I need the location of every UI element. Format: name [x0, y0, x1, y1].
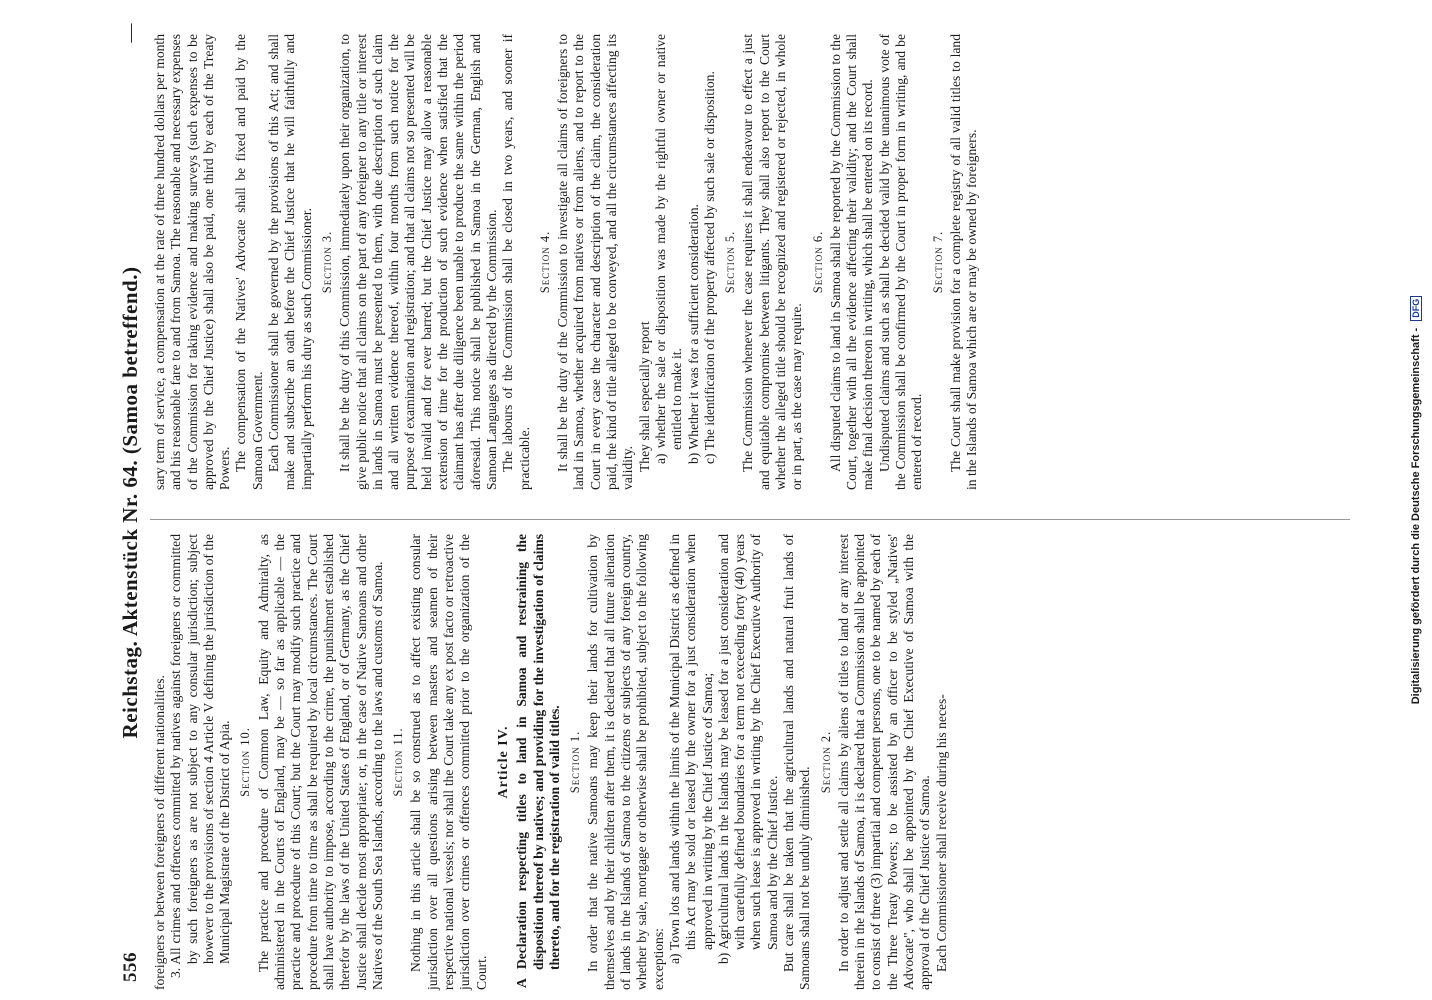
- section-heading: Section 4.: [537, 230, 552, 294]
- paragraph: All disputed claims to land in Samoa shall be reported by the Commission to the Court, together with all the evidence affecting their validity; and the Court shall make final decision thereon in writing, which shall be entered on its record.: [827, 34, 876, 490]
- paragraph: In order to adjust and settle all claims by aliens of titles to land or any interest therein in the Islands of Samoa, it is declared that a Commission shall be appointed to consist of three (3) impartial and competent persons, one to be named by each of the Three Treaty Powers; to be assisted by an officer to be styled „Natives' Advocate", who shall be appointed by the Chief Executive of Samoa with the approval of the Chief Justice of Samoa.: [835, 534, 933, 990]
- paragraph: The Court shall make provision for a complete registry of all valid titles to land in the Islands of Samoa which are or may be owned by foreigners.: [947, 34, 980, 490]
- section-heading: Section 7.: [930, 230, 945, 294]
- footer-text: Digitalisierung gefördert durch die Deutsche Forschungsgemeinschaft -: [1410, 327, 1422, 705]
- list-item: a) Town lots and lands within the limits of the Municipal District as defined in this Act may be sold or leased by the owner for a just consideration when approved in writing by the Chief Justice of Samoa;: [666, 534, 715, 964]
- running-title: Reichstag. Aktenstück Nr. 64. (Samoa betreffend.): [118, 266, 142, 739]
- list-item: b) Whether it was for a sufficient consideration.: [685, 204, 701, 464]
- section-heading: Section 1.: [568, 730, 583, 794]
- paragraph: Each Commissioner shall receive during his neces-: [933, 694, 949, 972]
- paragraph: foreigners or between foreigners of different nationalities.: [152, 675, 167, 990]
- section-heading: Section 2.: [818, 730, 833, 794]
- paragraph: The labours of the Commission shall be closed in two years, and sooner if practicable.: [500, 34, 532, 490]
- paragraph: sary term of service, a compensation at the rate of three hundred dollars per month and his reasonable fare to and from Samoa. The reasonable and necessary expenses of the Commission for taking evidence and making surveys (such expenses to be approved by the Chief Justice) shall also be paid, one third by each of the Treaty Powers.: [152, 34, 233, 490]
- paragraph: But care shall be taken that the agricultural lands and natural fruit lands of Samoans shall not be unduly diminished.: [780, 534, 813, 990]
- list-item: a) whether the sale or disposition was made by the rightful owner or native entitled to make it.: [652, 34, 685, 464]
- paragraph: Undisputed claims and such as shall be decided valid by the unanimous vote of the Commission shall be confirmed by the Court in proper form in writing, and be entered of record.: [876, 34, 925, 490]
- section-heading: Section 3.: [319, 230, 334, 294]
- dfg-logo: DFG: [1410, 296, 1422, 321]
- list-item: c) The identification of the property affected by such sale or disposition.: [701, 71, 717, 464]
- section-heading: Section 10.: [238, 727, 253, 797]
- section-heading: Section 11.: [391, 727, 406, 797]
- column-divider: [150, 519, 1350, 520]
- left-column: [152, 534, 950, 990]
- article-heading: Article IV.: [495, 725, 511, 799]
- paragraph: Each Commissioner shall be governed by the provisions of this Act; and shall make and subscribe an oath before the Chief Justice that he will faithfully and impartially perform his duty as such Commissioner.: [266, 34, 314, 490]
- right-column: [152, 34, 981, 490]
- paragraph: They shall especially report: [636, 321, 652, 472]
- paragraph: Nothing in this article shall be so construed as to affect existing consular jurisdiction over all questions arising between masters and seamen of their respective national vessels; nor shall the Court take any ex post facto or retroactive jurisdiction over crimes or offences committed prior to the organization of the Court.: [408, 534, 489, 990]
- paragraph: The practice and procedure of Common Law, Equity and Admiralty, as administered in the Courts of England, may be — so far as applicable — the practice and procedure of this Court; but the Court may modify such practice and procedure from time to time as shall be required by local circumstances. The Court shall have authority to impose, according to the crime, the punishment established therefor by the laws of the United States of England, or of Germany, as the Chief Justice shall decide most appropriate; or, in the case of Native Samoans and other Natives of the South Sea Islands, according to the laws and customs of Samoa.: [255, 534, 385, 990]
- paragraph: It shall be the duty of the Commission to investigate all claims of foreigners to land in Samoa, whether acquired from natives or from aliens, and to report to the Court in every case the character and description of the claim, the consideration paid, the kind of title alleged to be conveyed, and all the circumstances affecting its validity.: [555, 34, 636, 490]
- digitization-footer: [1410, 0, 1422, 1000]
- paragraph: The compensation of the Natives' Advocate shall be fixed and paid by the Samoan Government.: [233, 34, 265, 490]
- page-header: [116, 15, 144, 990]
- paragraph: In order that the native Samoans may keep their lands for cultivation by themselves and by their children after them, it is declared that all future alienation of lands in the Islands of Samoa to the citizens or subjects of any foreign country, whether by sale, mortgage or otherwise shall be prohibited, subject to the following exceptions:: [585, 534, 666, 990]
- header-mark: —: [120, 23, 141, 43]
- list-item: b) Agricultural lands in the Islands may be leased for a just consideration and with carefully defined boundaries for a term not exceeding forty (40) years when such lease is approved in writing by the Chief Executive Authority of Samoa and by the Chief Justice.: [715, 534, 780, 964]
- list-item: 3. All crimes and offences committed by natives against foreigners or committed by such foreigners as are not subject to any consular jurisdiction; subject however to the provisions of section 4 Article V defining the jurisdiction of the Municipal Magistrate of the District of Apia.: [168, 534, 233, 978]
- section-heading: Section 5.: [723, 230, 738, 294]
- declaration-heading: A Declaration respecting titles to land in Samoa and restraining the disposition thereof by natives; and providing for the investigation of claims thereto, and for the registration of valid titles.: [514, 534, 562, 988]
- section-heading: Section 6.: [810, 230, 825, 294]
- paragraph: It shall be the duty of this Commission, immediately upon their organization, to give public notice that all claims on the part of any foreigner to any title or interest in lands in Samoa must be presented to them, with due description of such claim and all written evidence thereof, within four months from such notice for the purpose of examination and registration; and that all claims not so presented will be held invalid and for ever barred; but the Chief Justice may allow a reasonable extension of time for the production of such evidence when satisfied that the claimant has after due diligence been unable to produce the same within the period aforesaid. This notice shall be published in Samoa in the German, English and Samoan Languages as directed by the Commission.: [337, 34, 499, 490]
- page-number: 556: [120, 952, 141, 982]
- paragraph: The Commission whenever the case requires it shall endeavour to effect a just and equitable compromise between litigants. They shall also report to the Court whether the alleged title should be recognized and registered or rejected, in whole or in part, as the case may require.: [740, 34, 805, 490]
